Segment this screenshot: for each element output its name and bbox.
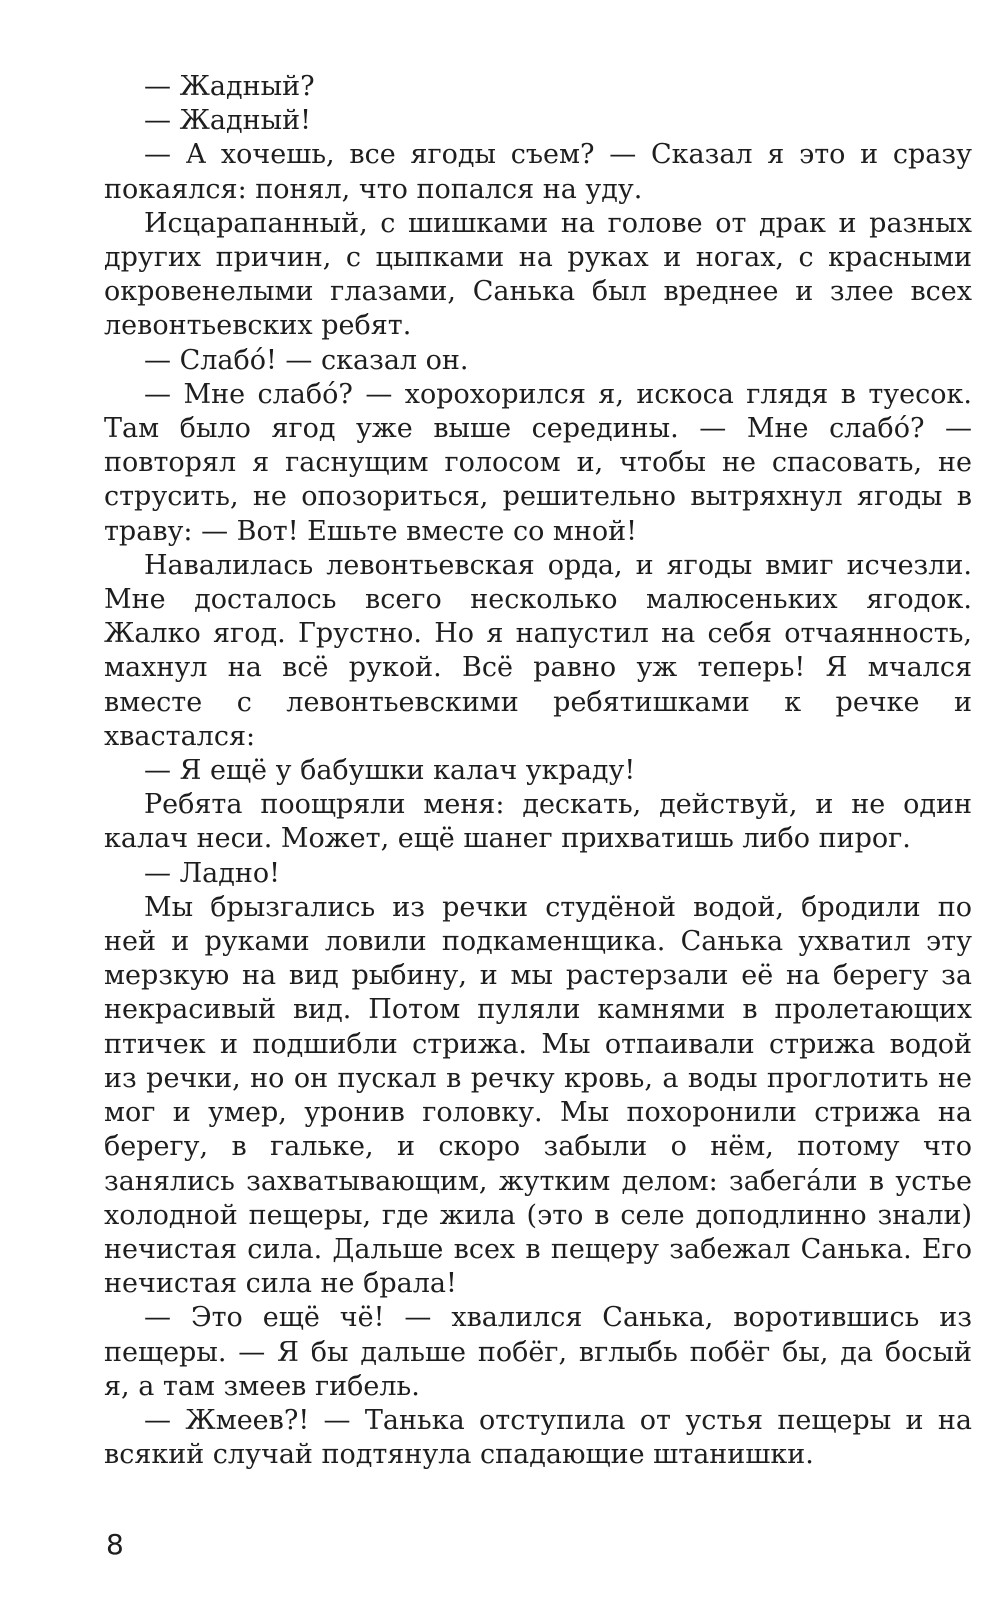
page-number: 8 [106, 1528, 124, 1561]
paragraph: — Жадный? [144, 71, 315, 102]
paragraph: — Слабо́! — сказал он. [144, 344, 469, 376]
paragraph: — Жадный! [144, 105, 311, 137]
page-body-text [104, 70, 972, 1472]
paragraph: — Это ещё чё! — хвалился Санька, воротившись из пещеры. — Я бы дальше побёг, вглыбь побёг бы, да босый я, а там змеев гибель. [104, 1302, 972, 1402]
paragraph: Ребята поощряли меня: дескать, действуй, и не один калач неси. Может, ещё шанег прихватишь либо пирог. [104, 789, 972, 855]
paragraph: Навалилась левонтьевская орда, и ягоды вмиг исчезли. Мне досталось всего несколько малюсеньких ягодок. Жалко ягод. Грустно. Но я напустил на себя отчаянность, махнул на всё рукой. Всё равно уж теперь! Я мчался вместе с левонтьевскими ребятишками к речке и хвастался: [104, 549, 972, 752]
paragraph: — Мне слабо́? — хорохорился я, искоса глядя в туесок. Там было ягод уже выше середины. — Мне слабо́? — повторял я гаснущим голосом и, чтобы не спасовать, не струсить, не опозориться, решительно вытряхнул ягоды в траву: — Вот! Ешьте вместе со мной! [104, 378, 972, 547]
paragraph: Исцарапанный, с шишками на голове от драк и разных других причин, с цыпками на руках и ногах, с красными окровенелыми глазами, Санька был вреднее и злее всех левонтьевских ребят. [104, 207, 972, 342]
paragraph: — Жмеев?! — Танька отступила от устья пещеры и на всякий случай подтянула спадающие штанишки. [104, 1404, 972, 1471]
paragraph: — Я ещё у бабушки калач украду! [144, 755, 636, 787]
paragraph: — А хочешь, все ягоды съем? — Сказал я это и сразу покаялся: понял, что попался на уду. [104, 139, 972, 205]
paragraph: Мы брызгались из речки студёной водой, бродили по ней и руками ловили подкаменщика. Санька ухватил эту мерзкую на вид рыбину, и мы растерзали её на берегу за некрасивый вид. Потом пуляли камнями в пролетающих птичек и подшибли стрижа. Мы отпаивали стрижа водой из речки, но он пускал в речку кровь, а воды проглотить не мог и умер, уронив головку. Мы похоронили стрижа на берегу, в гальке, и скоро забыли о нём, потому что занялись захватывающим, жутким делом: забега́ли в устье холодной пещеры, где жила (это в селе доподлинно знали) нечистая сила. Дальше всех в пещеру забежал Санька. Его нечистая сила не брала! [104, 891, 972, 1300]
paragraph: — Ладно! [144, 857, 280, 889]
